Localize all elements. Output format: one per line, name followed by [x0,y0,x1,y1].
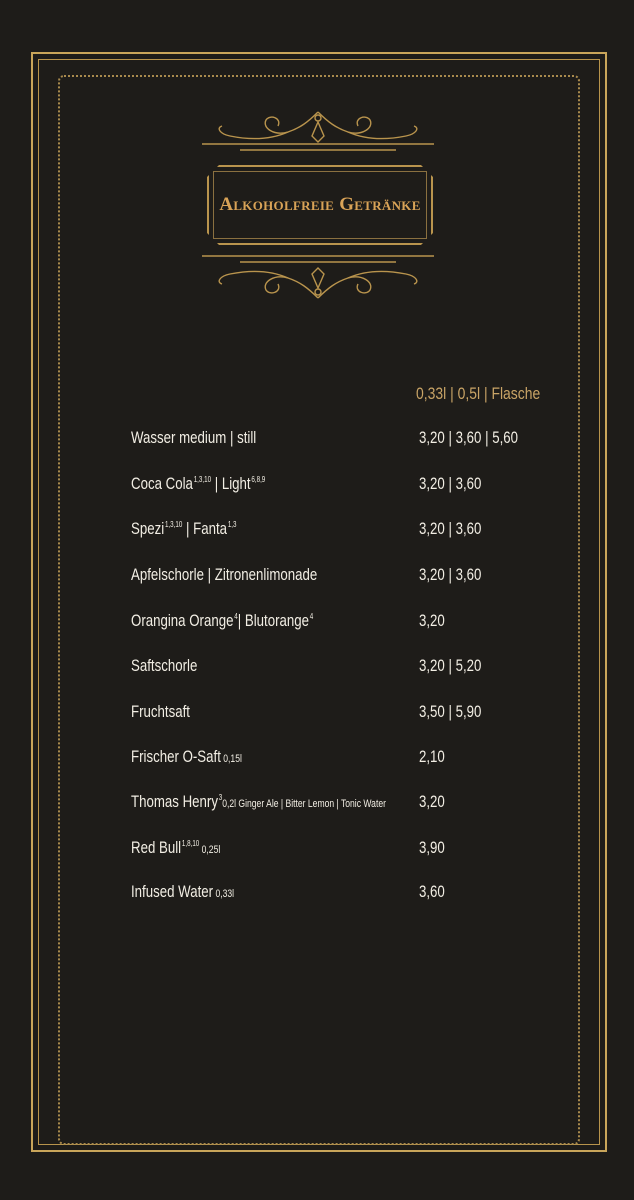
item-price: 3,20 | 3,60 [419,519,482,538]
menu-item [131,792,591,816]
menu-title: Alkoholfreie Getränke [219,194,421,215]
allergen-marker: 6,8,9 [251,475,266,484]
item-size-note: 0,2l Ginger Ale | Bitter Lemon | Tonic Water [222,798,386,810]
item-name: Saftschorle [131,656,198,675]
item-name: Apfelschorle | Zitronenlimonade [131,565,318,584]
item-name: Frischer O-Saft 0,15l [131,747,242,766]
item-size-note: 0,25l [199,844,221,856]
item-name: Spezi$^{1,3,10}$ | Fanta$^{1,3}$ [131,519,237,538]
menu-item [131,474,591,498]
menu-item [131,882,591,906]
item-name: Fruchtsaft [131,702,190,721]
menu-item [131,565,591,589]
item-name: Coca Cola$^{1,3,10}$ | Light$^{6,8,9}$ [131,474,266,493]
item-price: 3,90 [419,838,445,857]
allergen-marker: 1,3,10 [193,475,212,484]
item-size-note: 0,15l [220,753,242,765]
item-price: 3,20 | 3,60 [419,565,482,584]
item-name: Red Bull$^{1,8,10}$ 0,25l [131,838,221,857]
allergen-marker: 4 [309,612,314,621]
item-name: Infused Water 0,33l [131,882,235,901]
item-name: Orangina Orange$^4$| Blutorange$^4$ [131,611,314,630]
menu-item [131,428,591,452]
menu-item [131,611,591,635]
item-name: Wasser medium | still [131,428,257,447]
allergen-marker: 3 [218,793,223,802]
item-price: 2,10 [419,747,445,766]
menu-item [131,838,591,862]
allergen-marker: 1,8,10 [181,839,200,848]
allergen-marker: 4 [234,612,238,621]
bottom-flourish-ornament [200,248,436,304]
item-price: 3,20 | 5,20 [419,656,482,675]
top-flourish-ornament [200,106,436,162]
menu-item [131,702,591,726]
menu-item [131,747,591,771]
item-price: 3,20 | 3,60 | 5,60 [419,428,519,447]
item-price: 3,20 | 3,60 [419,474,482,493]
allergen-marker: 1,3 [227,520,237,529]
menu-item [131,656,591,680]
item-price: 3,20 [419,792,445,811]
item-price: 3,60 [419,882,445,901]
price-column-header: 0,33l | 0,5l | Flasche [416,384,541,403]
item-name: Thomas Henry$^3$0,2l Ginger Ale | Bitter Lemon | Tonic Water [131,792,386,811]
item-size-note: 0,33l [213,888,235,900]
item-price: 3,20 [419,611,445,630]
item-price: 3,50 | 5,90 [419,702,482,721]
allergen-marker: 1,3,10 [164,520,183,529]
menu-item [131,519,591,543]
